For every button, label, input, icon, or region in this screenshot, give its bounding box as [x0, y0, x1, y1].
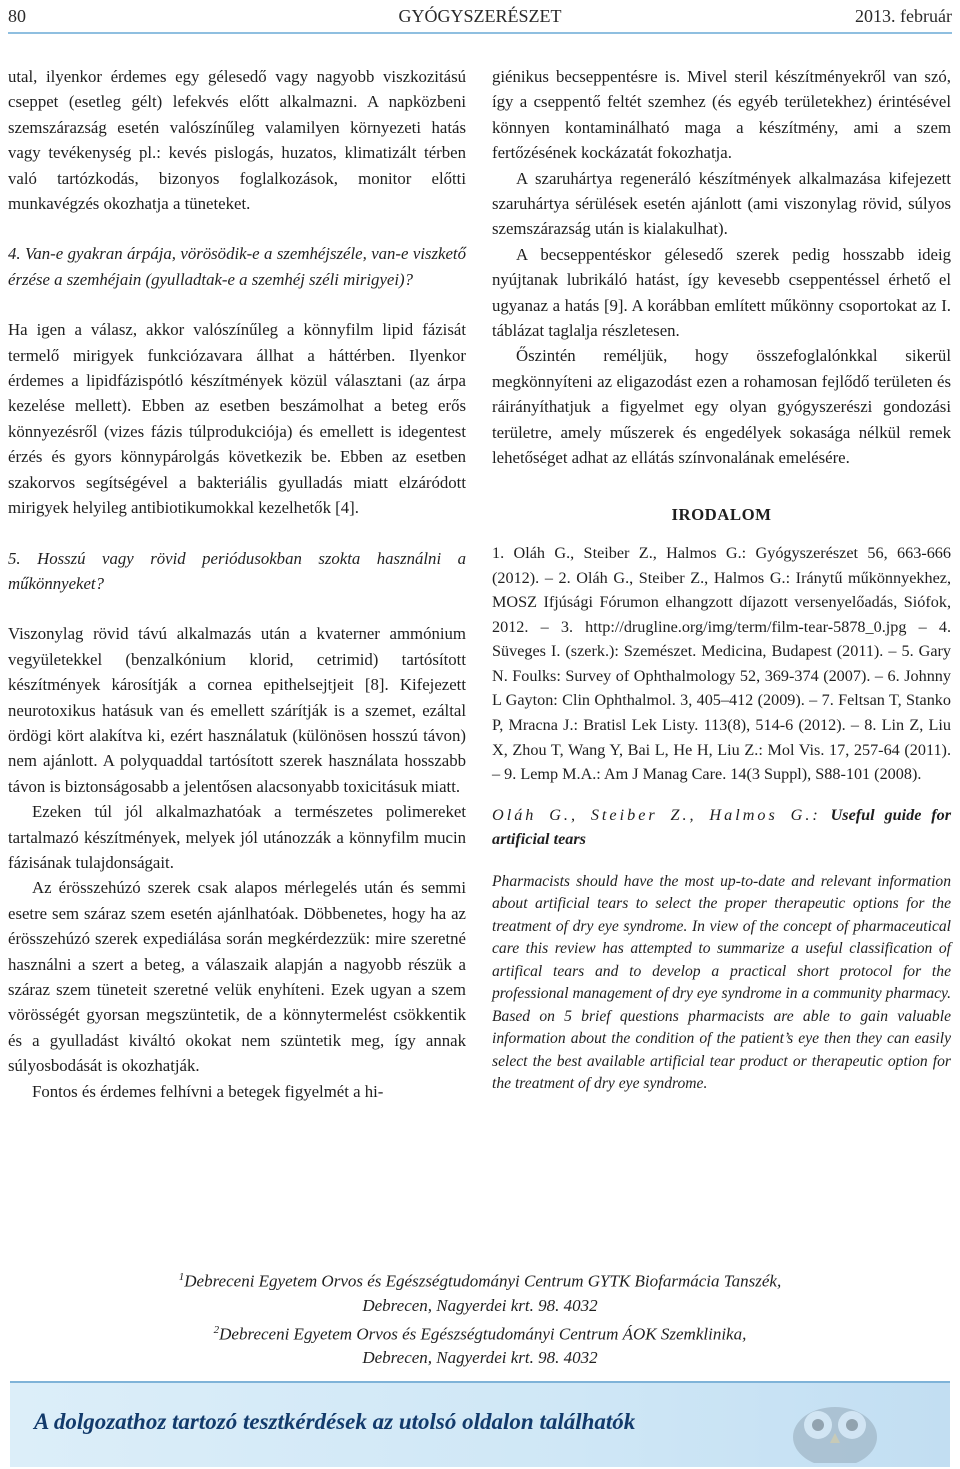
- english-title: Useful guide for artificial tears: [492, 805, 951, 848]
- question-5: 5. Hosszú vagy rövid periódusokban szokta használni a műkönnyeket?: [8, 548, 466, 593]
- paragraph: Őszintén reméljük, hogy összefoglalónkkal sikerül megkönnyíteni az eligazodást ezen a rohamosan fejlődő területen és ráirányíthatjuk a figyelmet egy olyan gyógyszerészi gondozási területre, amely műszerek és engedélyek sokasága nélkül remek lehetőséget adhat az ellátás színvonalának emelésére.: [492, 346, 951, 468]
- question-4: 4. Van-e gyakran árpája, vörösödik-e a szemhéjszéle, van-e viszkető érzése a szemhéjain (gyulladtak-e a szemhéj széli mirigyei)?: [8, 244, 466, 289]
- paragraph: Az érösszehúzó szerek csak alapos mérlegelés után és semmi esetre sem száraz szem esetén ajánlhatóak. Döbbenetes, hogy ha az érösszehúzó szerek expediálása során megkérdezzük: mire szeretné használni a szert a beteg, a válaszaik alapján a nagyobb részük a száraz szem tüneteit szeretné velük enyhíteni. Ezek ugyan a szem vörösségét gyorsan megszüntetik, de a könnytermelést csökkentik és a gyulladást kiváltó okokat nem szüntetik meg, így annak súlyosbodását is okozhatják.: [8, 878, 466, 1076]
- paragraph: Ezeken túl jól alkalmazhatóak a természetes polimereket tartalmazó készítmények, melyek jól utánozzák a könnyfilm mucin fázisának tulajdonságait.: [8, 802, 466, 872]
- affiliation-2: $^2$Debreceni Egyetem Orvos és Egészségtudományi Centrum ÁOK Szemklinika,: [213, 1323, 747, 1344]
- references-heading: IRODALOM: [671, 504, 772, 524]
- issue-date: 2013. február: [855, 6, 952, 26]
- paragraph: Ha igen a válasz, akkor valószínűleg a könnyfilm lipid fázisát termelő mirigyek funkciózavara állhat a háttérben. Ilyenkor érdemes a lipidfázispótló készítmények közül választani (az árpa kezelése mellett). Ebben az esetben beszámolhat a beteg erős könnyezésről (vizes fázis túlprodukciója) és emellett is idegentest érzés és gyors könnypárolgás következik be. Ebben az esetben szakorvos segítségével a bakteriális gyulladás miatt elzáródott mirigyek helyileg antibiotikumokkal kezelhetők [4].: [8, 320, 466, 518]
- page-header: [8, 0, 952, 34]
- english-authors: Oláh G., Steiber Z., Halmos G.:: [492, 805, 821, 824]
- banner-text: A dolgozathoz tartozó tesztkérdések az utolsó oldalon találhatók: [34, 1409, 636, 1434]
- english-title-block: [492, 803, 951, 851]
- affiliation-2-address: Debrecen, Nagyerdei krt. 98. 4032: [362, 1348, 598, 1368]
- journal-title: GYÓGYSZERÉSZET: [398, 6, 562, 26]
- paragraph: utal, ilyenkor érdemes egy gélesedő vagy nagyobb viszkozitású cseppet (esetleg gélt) lefekvés előtt alkalmazni. A napközbeni szemszárazság esetén valószínűleg valamilyen környezeti hatás vagy tevékenység pl.: kevés pislogás, huzatos, klimatizált térben való tartózkodás, bizonyos foglalkozások, monitor előtti munkavégzés okozhatja a tüneteket.: [8, 67, 466, 214]
- paragraph: giénikus becseppentésre is. Mivel steril készítményekről van szó, így a cseppentő feltét szemhez (és egyéb területekhez) érintésével könnyen kontaminálható maga a készítmény, ami a szem fertőzésének kockázatát fokozhatja.: [492, 67, 951, 163]
- paragraph: A becseppentéskor gélesedő szerek pedig hosszabb ideig nyújtanak lubrikáló hatást, így kevesebb cseppentéssel érhető el ugyanaz a hatás [9]. A korábban említett műkönny csoportokat az I. táblázat taglalja részletesen.: [492, 244, 951, 341]
- paragraph: Fontos és érdemes felhívni a betegek figyelmét a hi-: [32, 1081, 384, 1101]
- affiliations: [60, 1265, 900, 1370]
- left-column: [8, 64, 466, 1104]
- affiliation-1-address: Debrecen, Nagyerdei krt. 98. 4032: [362, 1295, 598, 1315]
- affiliation-1: $^1$Debreceni Egyetem Orvos és Egészségtudományi Centrum GYTK Biofarmácia Tanszék,: [178, 1271, 782, 1291]
- references-list: 1. Oláh G., Steiber Z., Halmos G.: Gyógyszerészet 56, 663-666 (2012). – 2. Oláh G., Steiber Z., Halmos G.: Iránytű műkönnyekhez, MOSZ Ifjúsági Fórumon elhangzott díjazott versenyelőadás, Siófok, 2012. – 3. http://drugline.org/img/term/film-tear-5878_0.jpg – 4. Süveges I. (szerk.): Szemészet. Medicina, Budapest (2011). – 5. Gary N. Foulks: Survey of Ophthalmology 52, 369-374 (2007). – 6. Johnny L Gayton: Clin Ophthalmol. 3, 405–412 (2009). – 7. Feltsan T, Stanko P, Mracna J.: Bratisl Lek Listy. 113(8), 514-6 (2012). – 8. Lin Z, Liu X, Zhou T, Wang Y, Bai L, He H, Liu Z.: Mol Vis. 17, 257-64 (2011). – 9. Lemp M.A.: Am J Manag Care. 14(3 Suppl), S88-101 (2008).: [492, 543, 951, 784]
- paragraph: A szaruhártya regeneráló készítmények alkalmazása kifejezett szaruhártya sérülések esetén ajánlott (ami viszonylag rövid, súlyos szemszárazság után is kialakulhat).: [492, 168, 951, 239]
- paragraph: Viszonylag rövid távú alkalmazás után a kvaterner ammónium vegyületekkel (benzalkónium klorid, cetrimid) tartósított készítmények károsítják a cornea epithelsejtjeit [8]. Kifejezett neurotoxikus hatásuk van és emellett szárítják is a szemet, ezáltal ördögi kört alakítva ki, ezért használatuk (különösen hosszú távon) nem ajánlott. A polyquaddal tartósított szerek használata hosszabb távon is biztonságosabb a jelentősen alacsonyabb toxicitásuk miatt.: [8, 624, 466, 796]
- page-number: 80: [8, 6, 26, 26]
- owl-icon: [780, 1389, 890, 1463]
- english-abstract: Pharmacists should have the most up-to-date and relevant information about artificial tears to select the proper therapeutic options for the treatment of dry eye syndrome. In view of the concept of pharmaceutical care this review has attempted to summarize a useful classification of artifical tears and to develop a practical short protocol for the professional management of dry eye syndrome in a community pharmacy. Based on 5 brief questions pharmacists are able to gain valuable information about the condition of the patient’s eye then they can easily select the best available artificial tear product or therapeutic option for the treatment of dry eye syndrome.: [492, 872, 951, 1093]
- right-column: [492, 64, 951, 1096]
- test-questions-banner: [10, 1381, 950, 1467]
